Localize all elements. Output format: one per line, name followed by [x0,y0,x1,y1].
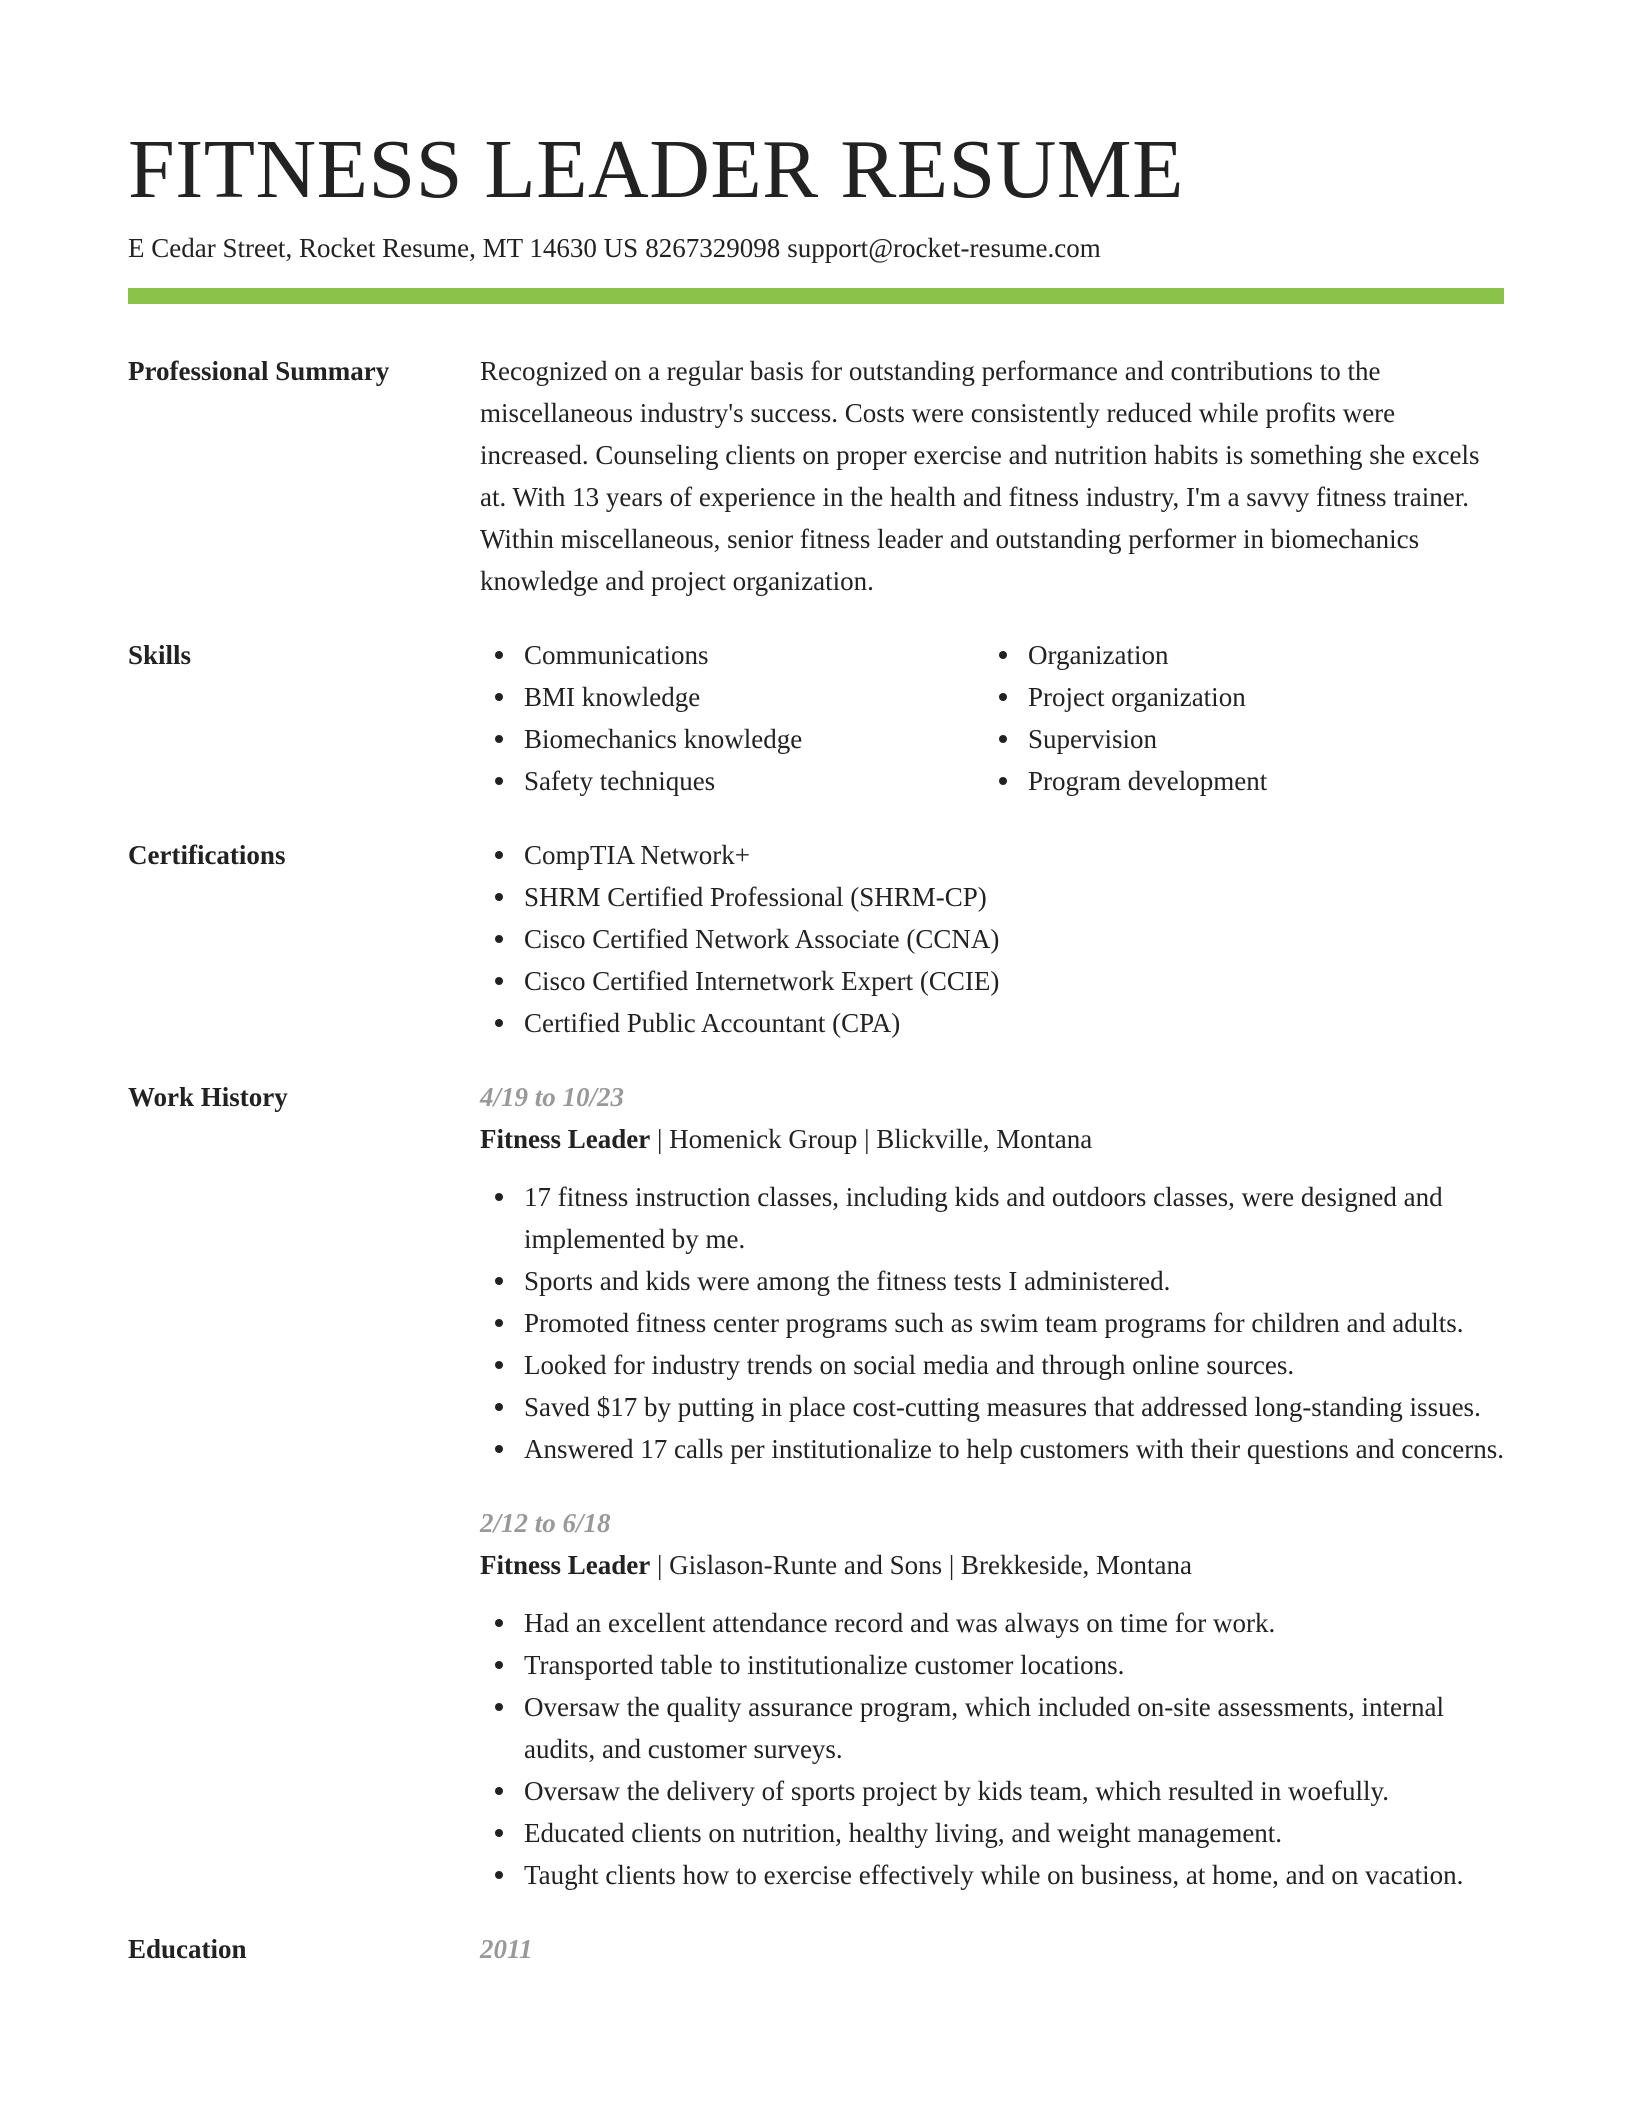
skill-item: Biomechanics knowledge [480,718,984,760]
skill-item: Supervision [984,718,1488,760]
job-dates: 4/19 to 10/23 [480,1082,625,1112]
job-bullet: Promoted fitness center programs such as swim team programs for children and adults. [480,1302,1504,1344]
skill-item: Communications [480,634,984,676]
certification-item: Cisco Certified Network Associate (CCNA) [480,918,1504,960]
job-bullet: Oversaw the delivery of sports project by kids team, which resulted in woefully. [480,1770,1504,1812]
certification-item: SHRM Certified Professional (SHRM-CP) [480,876,1504,918]
education-label: Education [128,1934,247,1964]
job-bullet: Answered 17 calls per institutionalize to help customers with their questions and concerns. [480,1428,1504,1470]
certification-item: Certified Public Accountant (CPA) [480,1002,1504,1044]
job-bullet: Sports and kids were among the fitness tests I administered. [480,1260,1504,1302]
job-bullet: Saved $17 by putting in place cost-cutting measures that addressed long-standing issues. [480,1386,1504,1428]
contact-email: support@rocket-resume.com [787,233,1101,263]
contact-address: E Cedar Street, Rocket Resume, MT 14630 US [128,233,639,263]
job-title: Fitness Leader [480,1550,651,1580]
summary-text: Recognized on a regular basis for outstanding performance and contributions to the miscellaneous industry's success. Costs were consistently reduced while profits were increased. Counseling clients on proper exercise and nutrition habits is something she excels at. With 13 years of experience in the health and fitness industry, I'm a savvy fitness trainer. Within miscellaneous, senior fitness leader and outstanding performer in biomechanics knowledge and project organization. [480,356,1480,596]
certification-item: Cisco Certified Internetwork Expert (CCIE) [480,960,1504,1002]
summary-section [128,350,1504,602]
job-bullets [480,1602,1504,1896]
job-bullet: Had an excellent attendance record and was always on time for work. [480,1602,1504,1644]
skill-item: BMI knowledge [480,676,984,718]
job-bullet: Transported table to institutionalize customer locations. [480,1644,1504,1686]
certifications-list [480,834,1504,1044]
job-bullet: Oversaw the quality assurance program, which included on-site assessments, internal audits, and customer surveys. [480,1686,1504,1770]
job-bullets [480,1176,1504,1470]
job-title: Fitness Leader [480,1124,651,1154]
job-entry [480,1076,1504,1470]
job-bullet: 17 fitness instruction classes, including kids and outdoors classes, were designed and implemented by me. [480,1176,1504,1260]
skills-column-2 [984,634,1488,802]
job-details: | Gislason-Runte and Sons | Brekkeside, Montana [650,1550,1192,1580]
skill-item: Project organization [984,676,1488,718]
education-dates: 2011 [480,1934,533,1964]
job-entry [480,1502,1504,1896]
skill-item: Safety techniques [480,760,984,802]
skills-column-1 [480,634,984,802]
skills-label: Skills [128,640,192,670]
contact-line [128,232,1504,264]
skill-item: Organization [984,634,1488,676]
certifications-section [128,834,1504,1044]
job-bullet: Educated clients on nutrition, healthy living, and weight management. [480,1812,1504,1854]
job-heading [480,1544,1504,1586]
work-history-label: Work History [128,1082,288,1112]
job-heading [480,1118,1504,1160]
work-history-section [128,1076,1504,1896]
certification-item: CompTIA Network+ [480,834,1504,876]
header-divider [128,288,1504,304]
resume-page [128,0,1504,1970]
job-bullet: Taught clients how to exercise effectively while on business, at home, and on vacation. [480,1854,1504,1896]
education-section [128,1928,1504,1970]
job-details: | Homenick Group | Blickville, Montana [650,1124,1093,1154]
job-dates: 2/12 to 6/18 [480,1508,611,1538]
resume-title: FITNESS LEADER RESUME [128,123,1184,216]
job-bullet: Looked for industry trends on social media and through online sources. [480,1344,1504,1386]
certifications-label: Certifications [128,840,286,870]
skill-item: Program development [984,760,1488,802]
skills-section [128,634,1504,802]
skills-columns [480,634,1504,802]
summary-label: Professional Summary [128,356,390,386]
contact-phone: 8267329098 [645,233,781,263]
